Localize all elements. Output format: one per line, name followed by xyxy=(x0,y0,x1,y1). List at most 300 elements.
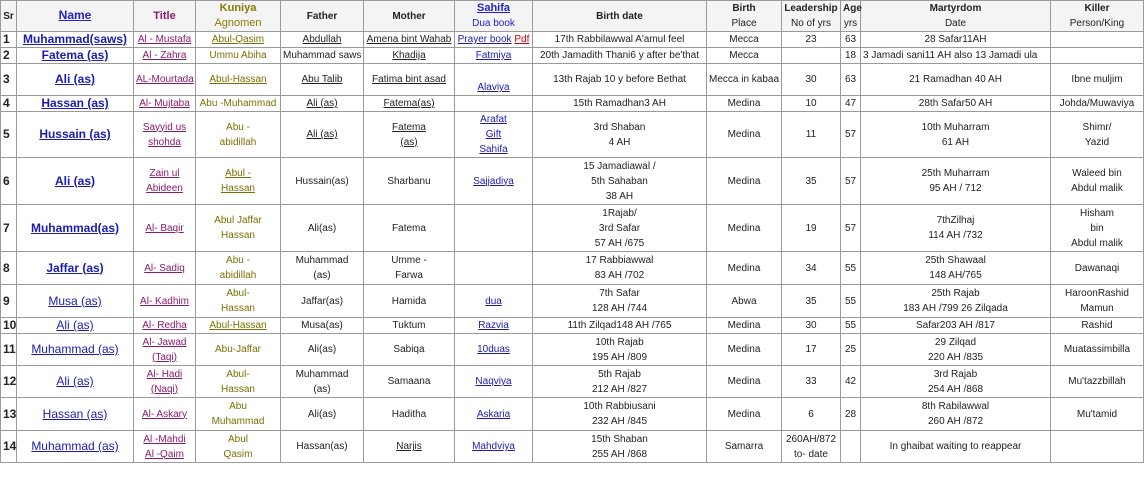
col-sahifa[interactable]: Sahifa Dua book xyxy=(455,1,533,32)
leadership-cell-text: 35 xyxy=(805,175,817,187)
mother-cell xyxy=(364,334,455,366)
title-cell[interactable] xyxy=(134,205,196,252)
sahifa-link-text[interactable]: Prayer book xyxy=(457,34,512,45)
martyrdom-cell-text: 220 AH /835 xyxy=(927,351,984,363)
kuniya-cell-text[interactable]: Abul-Qasim xyxy=(211,34,265,45)
birth-date-cell-text: 20th Jamadith Thani6 y after be'that xyxy=(539,50,700,61)
name-link[interactable] xyxy=(17,431,134,463)
martyrdom-cell-text: 61 AH xyxy=(941,136,970,148)
age-cell-text: 55 xyxy=(844,262,857,274)
martyrdom-cell xyxy=(861,366,1051,398)
age-cell-text: 28 xyxy=(844,408,857,420)
mother-cell xyxy=(364,158,455,205)
killer-cell xyxy=(1051,366,1144,398)
kuniya-cell-text[interactable]: Abul - xyxy=(224,168,252,179)
killer-cell-text: bin xyxy=(1090,222,1104,234)
table-row xyxy=(1,398,1144,431)
table-row xyxy=(1,431,1144,463)
mother-cell xyxy=(364,366,455,398)
name-link[interactable] xyxy=(17,112,134,158)
title-cell[interactable] xyxy=(134,48,196,64)
title-cell[interactable] xyxy=(134,398,196,431)
killer-cell-text: Waleed bin xyxy=(1072,168,1122,179)
leadership-cell-text: 34 xyxy=(805,262,817,274)
mother-cell-text[interactable]: Narjis xyxy=(396,441,422,452)
title-cell[interactable] xyxy=(134,158,196,205)
title-cell[interactable] xyxy=(134,334,196,366)
birth-date-cell xyxy=(533,285,707,318)
sr-cell xyxy=(1,158,17,205)
leadership-cell-text: to- date xyxy=(794,448,828,460)
mother-cell-text[interactable]: Amena bint Wahab xyxy=(366,34,452,45)
sahifa-link[interactable] xyxy=(455,32,533,48)
mother-cell[interactable] xyxy=(364,431,455,463)
kuniya-cell-text: Abul- xyxy=(226,368,250,380)
martyrdom-cell xyxy=(861,398,1051,431)
age-cell xyxy=(841,112,861,158)
kuniya-cell xyxy=(196,398,281,431)
kuniya-cell-text: Abul- xyxy=(226,288,250,299)
birth-place-cell-text: Mecca xyxy=(729,50,759,61)
pdf-link[interactable]: Pdf xyxy=(514,34,530,45)
name-link-text[interactable]: Ali (as) xyxy=(56,318,94,332)
killer-cell xyxy=(1051,64,1144,96)
sahifa-link[interactable] xyxy=(455,48,533,64)
sahifa-link-text[interactable]: Gift xyxy=(485,129,502,140)
father-cell-text: Ali(as) xyxy=(307,222,337,234)
father-cell-text: (as) xyxy=(313,270,331,281)
header-row xyxy=(1,1,1144,32)
title-cell-text[interactable]: (Naqi) xyxy=(150,383,179,395)
martyrdom-cell-text: 25th Rajab xyxy=(931,288,980,299)
father-cell-text[interactable]: Abu Talib xyxy=(301,74,343,85)
sahifa-link-text[interactable]: Alaviya xyxy=(477,82,510,93)
sahifa-link[interactable] xyxy=(455,112,533,158)
title-cell-text[interactable]: Al -Mahdi xyxy=(143,433,186,445)
father-cell-text: Ali(as) xyxy=(307,344,337,355)
martyrdom-cell-text: 95 AH / 712 xyxy=(929,183,982,194)
name-link-text[interactable]: Hassan (as) xyxy=(42,406,108,421)
sr-cell xyxy=(1,252,17,285)
birth-place-cell xyxy=(707,334,782,366)
sr-cell-text: 5 xyxy=(3,127,10,141)
sr-cell xyxy=(1,112,17,158)
name-link-text[interactable]: Hussain (as) xyxy=(39,127,111,141)
birth-place-cell xyxy=(707,431,782,463)
table-row xyxy=(1,48,1144,64)
title-cell-text[interactable]: Al- Mujtaba xyxy=(139,98,190,109)
birth-place-cell xyxy=(707,318,782,334)
mother-cell[interactable] xyxy=(364,64,455,96)
kuniya-cell[interactable] xyxy=(196,32,281,48)
name-link-text[interactable]: Ali (as) xyxy=(54,72,95,86)
mother-cell[interactable] xyxy=(364,96,455,112)
birth-place-cell xyxy=(707,64,782,96)
title-cell[interactable] xyxy=(134,431,196,463)
sahifa-link-text[interactable]: Mahdviya xyxy=(472,441,515,452)
father-cell xyxy=(281,366,364,398)
martyrdom-cell-text: 7thZilhaj xyxy=(936,215,975,226)
name-link[interactable] xyxy=(17,285,134,318)
sr-cell-text: 11 xyxy=(3,342,16,356)
killer-cell-text: Muatassimbilla xyxy=(1063,344,1131,355)
title-cell-text[interactable]: Al- Kadhim xyxy=(140,295,189,307)
killer-cell xyxy=(1051,318,1144,334)
sahifa-link[interactable] xyxy=(455,158,533,205)
sahifa-link-text[interactable]: Razvia xyxy=(478,320,509,331)
father-cell xyxy=(281,398,364,431)
kuniya-cell-text[interactable]: Abul-Hassan xyxy=(209,74,267,85)
martyrdom-cell xyxy=(861,205,1051,252)
mother-cell xyxy=(364,285,455,318)
kuniya-cell-text: Abul xyxy=(227,433,248,445)
title-cell[interactable] xyxy=(134,112,196,158)
father-cell-text: Ali(as) xyxy=(307,408,337,420)
martyrdom-cell xyxy=(861,252,1051,285)
sr-cell-text: 14 xyxy=(3,439,17,453)
leadership-cell-text: 19 xyxy=(805,222,817,234)
name-link[interactable] xyxy=(17,158,134,205)
father-cell[interactable] xyxy=(281,112,364,158)
birth-date-cell-text: 11th Zilqad148 AH /765 xyxy=(567,320,672,331)
sahifa-link[interactable] xyxy=(455,398,533,431)
mother-cell-text[interactable]: (as) xyxy=(400,136,418,148)
leadership-cell xyxy=(782,318,841,334)
birth-place-cell xyxy=(707,252,782,285)
title-cell-text[interactable]: AL-Mourtada xyxy=(136,74,194,85)
title-cell-text[interactable]: Al- Sadiq xyxy=(144,262,185,274)
title-cell[interactable] xyxy=(134,285,196,318)
age-cell-text: 55 xyxy=(844,295,857,307)
birth-date-cell xyxy=(533,48,707,64)
martyrdom-cell-text: 3 Jamadi sani11 AH also 13 Jamadi ula xyxy=(863,50,1038,61)
col-martyrdom: Martyrdom Date xyxy=(861,1,1051,32)
name-link[interactable] xyxy=(17,205,134,252)
martyrdom-cell xyxy=(861,158,1051,205)
age-cell xyxy=(841,285,861,318)
sr-cell-text: 13 xyxy=(3,406,17,421)
title-cell-text[interactable]: Sayyid us xyxy=(142,121,187,133)
title-cell-text[interactable]: Al- Baqir xyxy=(145,222,184,234)
father-cell-text: (as) xyxy=(313,383,331,395)
father-cell[interactable] xyxy=(281,96,364,112)
father-cell-text: Jaffar(as) xyxy=(300,295,344,307)
name-link-text[interactable]: Ali (as) xyxy=(54,173,95,188)
killer-cell xyxy=(1051,96,1144,112)
name-link-text[interactable]: Muhammad (as) xyxy=(31,439,119,453)
sr-cell xyxy=(1,64,17,96)
title-cell[interactable] xyxy=(134,318,196,334)
father-cell-text[interactable]: Abdullah xyxy=(302,34,342,45)
leadership-cell xyxy=(782,398,841,431)
birth-date-cell-text: 7th Safar xyxy=(599,288,640,299)
kuniya-cell xyxy=(196,112,281,158)
col-birth-date: Birth date xyxy=(533,1,707,32)
kuniya-cell xyxy=(196,431,281,463)
col-father: Father xyxy=(281,1,364,32)
birth-date-cell-text: 232 AH /845 xyxy=(591,416,648,427)
father-cell xyxy=(281,158,364,205)
title-cell-text[interactable]: Al- Jawad xyxy=(142,336,187,348)
leadership-cell xyxy=(782,334,841,366)
kuniya-cell-text: Hassan xyxy=(221,303,255,314)
sr-cell-text: 12 xyxy=(3,374,17,388)
birth-date-cell-text: 17 Rabbiawwal xyxy=(585,255,654,266)
father-cell-text[interactable]: Ali (as) xyxy=(306,98,338,109)
sahifa-link xyxy=(455,252,533,285)
title-cell-text[interactable]: Al - Zahra xyxy=(142,50,187,61)
sahifa-link-text[interactable]: Askaria xyxy=(476,408,511,420)
title-cell-text[interactable]: Al -Qaim xyxy=(145,448,184,460)
martyrdom-cell-text: 25th Shawaal xyxy=(925,255,986,266)
sahifa-link[interactable] xyxy=(455,318,533,334)
sahifa-link xyxy=(455,96,533,112)
name-link[interactable] xyxy=(17,398,134,431)
sahifa-link[interactable] xyxy=(455,285,533,318)
sahifa-link-text[interactable]: 10duas xyxy=(477,344,510,355)
sahifa-link[interactable] xyxy=(455,64,533,96)
sr-cell-text: 2 xyxy=(3,48,10,62)
father-cell[interactable] xyxy=(281,32,364,48)
sahifa-link[interactable] xyxy=(455,366,533,398)
title-cell-text[interactable]: Al- Redha xyxy=(142,320,187,331)
father-cell xyxy=(281,334,364,366)
leadership-cell-text: 10 xyxy=(805,98,817,109)
mother-cell-text[interactable]: Fatema(as) xyxy=(383,98,435,109)
killer-cell-text: Abdul malik xyxy=(1071,183,1123,194)
mother-cell-text: Haditha xyxy=(391,408,427,420)
name-link[interactable] xyxy=(17,366,134,398)
birth-place-cell-text: Abwa xyxy=(731,295,757,307)
leadership-cell xyxy=(782,48,841,64)
name-link[interactable] xyxy=(17,318,134,334)
title-cell[interactable] xyxy=(134,96,196,112)
birth-date-cell-text: 5th Sahaban xyxy=(591,175,648,187)
martyrdom-cell-text: 29 Zilqad xyxy=(934,336,977,348)
kuniya-cell xyxy=(196,334,281,366)
name-link-text[interactable]: Musa (as) xyxy=(48,293,102,308)
sahifa-link-text[interactable]: Naqviya xyxy=(475,376,512,387)
sr-cell-text: 9 xyxy=(3,293,10,308)
birth-place-cell xyxy=(707,398,782,431)
name-link-text[interactable]: Ali (as) xyxy=(56,374,94,388)
leadership-cell-text: 35 xyxy=(805,295,817,307)
table-row xyxy=(1,252,1144,285)
leadership-cell xyxy=(782,205,841,252)
kuniya-cell-text: Ummu Abiha xyxy=(209,50,267,61)
martyrdom-cell xyxy=(861,285,1051,318)
kuniya-cell-text[interactable]: Abul-Hassan xyxy=(209,320,267,331)
table-row xyxy=(1,112,1144,158)
name-link[interactable] xyxy=(17,252,134,285)
kuniya-cell-text: Qasim xyxy=(223,448,253,460)
age-cell xyxy=(841,431,861,463)
mother-cell xyxy=(364,205,455,252)
birth-date-cell-text: 255 AH /868 xyxy=(591,448,648,460)
martyrdom-cell-text: 3rd Rajab xyxy=(933,368,978,380)
mother-cell[interactable] xyxy=(364,112,455,158)
kuniya-cell-text: Abu-Jaffar xyxy=(215,344,261,355)
title-cell-text[interactable]: Al- Hadi xyxy=(146,368,183,380)
title-cell[interactable] xyxy=(134,64,196,96)
name-link-text[interactable]: Jaffar (as) xyxy=(46,260,104,275)
name-link-text[interactable]: Fatema (as) xyxy=(41,48,109,62)
martyrdom-cell-text: 183 AH /799 26 Zilqada xyxy=(903,303,1008,314)
name-link-text[interactable]: Muhammad(as) xyxy=(30,220,119,235)
birth-place-cell xyxy=(707,96,782,112)
martyrdom-cell xyxy=(861,318,1051,334)
sahifa-link-text[interactable]: Sahifa xyxy=(479,144,508,155)
birth-date-cell xyxy=(533,96,707,112)
title-cell[interactable] xyxy=(134,252,196,285)
age-cell xyxy=(841,252,861,285)
age-cell xyxy=(841,64,861,96)
kuniya-cell[interactable] xyxy=(196,64,281,96)
martyrdom-cell-text: In ghaibat waiting to reappear xyxy=(889,441,1022,452)
birth-date-cell xyxy=(533,398,707,431)
leadership-cell-text: 33 xyxy=(805,376,817,387)
sr-cell xyxy=(1,398,17,431)
mother-cell[interactable] xyxy=(364,48,455,64)
name-link[interactable] xyxy=(17,32,134,48)
father-cell xyxy=(281,252,364,285)
birth-date-cell xyxy=(533,112,707,158)
name-link[interactable] xyxy=(17,64,134,96)
title-cell-text[interactable]: Zain ul xyxy=(149,168,180,179)
sr-cell-text: 7 xyxy=(3,220,10,235)
age-cell xyxy=(841,158,861,205)
table-row xyxy=(1,318,1144,334)
name-link[interactable] xyxy=(17,96,134,112)
mother-cell[interactable] xyxy=(364,32,455,48)
birth-place-cell xyxy=(707,32,782,48)
father-cell xyxy=(281,205,364,252)
father-cell-text[interactable]: Ali (as) xyxy=(306,129,338,140)
title-cell[interactable] xyxy=(134,366,196,398)
sahifa-link-text[interactable]: Sajjadiya xyxy=(473,175,514,187)
birth-date-cell xyxy=(533,64,707,96)
killer-cell-text: Mu'tazzbillah xyxy=(1068,376,1126,387)
killer-cell-text: Ibne muljim xyxy=(1071,74,1123,85)
martyrdom-cell xyxy=(861,334,1051,366)
age-cell xyxy=(841,205,861,252)
leadership-cell xyxy=(782,158,841,205)
mother-cell xyxy=(364,318,455,334)
kuniya-cell xyxy=(196,48,281,64)
sahifa-link-text[interactable]: Arafat xyxy=(480,114,507,125)
birth-date-cell-text: 195 AH /809 xyxy=(591,351,648,363)
mother-cell-text[interactable]: Khadija xyxy=(392,50,426,61)
title-cell-text[interactable]: shohda xyxy=(148,136,181,148)
killer-cell xyxy=(1051,398,1144,431)
sahifa-link-text[interactable]: Fatmiya xyxy=(475,50,512,61)
birth-date-cell-text: 212 AH /827 xyxy=(591,383,648,395)
kuniya-cell xyxy=(196,366,281,398)
sr-cell xyxy=(1,318,17,334)
title-cell-text[interactable]: Al - Mustafa xyxy=(137,34,192,45)
col-killer: Killer Person/King xyxy=(1051,1,1144,32)
title-cell-text[interactable]: (Taqi) xyxy=(151,351,177,363)
sr-cell-text: 8 xyxy=(3,260,10,275)
killer-cell-text: Shimr/ xyxy=(1082,121,1112,133)
mother-cell-text[interactable]: Fatima bint asad xyxy=(372,74,446,85)
sr-cell-text: 3 xyxy=(3,72,10,86)
birth-date-cell-text: 5th Rajab xyxy=(598,368,641,380)
leadership-cell-text: 30 xyxy=(805,320,817,331)
sr-cell-text: 1 xyxy=(3,32,10,46)
kuniya-cell[interactable] xyxy=(196,158,281,205)
kuniya-cell xyxy=(196,96,281,112)
killer-cell xyxy=(1051,112,1144,158)
martyrdom-cell xyxy=(861,431,1051,463)
birth-place-cell-text: Medina xyxy=(727,175,761,187)
father-cell[interactable] xyxy=(281,64,364,96)
killer-cell xyxy=(1051,334,1144,366)
birth-date-cell xyxy=(533,431,707,463)
sahifa-link[interactable] xyxy=(455,334,533,366)
title-cell[interactable] xyxy=(134,32,196,48)
name-link[interactable] xyxy=(17,334,134,366)
birth-date-cell-text: 10th Rajab xyxy=(595,336,644,348)
table-row xyxy=(1,366,1144,398)
martyrdom-cell-text: 8th Rabilawwal xyxy=(921,401,990,412)
birth-place-cell xyxy=(707,158,782,205)
leadership-cell xyxy=(782,252,841,285)
birth-place-cell-text: Medina xyxy=(727,222,761,234)
kuniya-cell-text: Abu - xyxy=(226,121,250,133)
leadership-cell xyxy=(782,64,841,96)
name-link[interactable] xyxy=(17,48,134,64)
sr-cell xyxy=(1,334,17,366)
birth-date-cell-text: 15th Ramadhan3 AH xyxy=(573,98,666,109)
name-link-text[interactable]: Hassan (as) xyxy=(41,96,109,110)
age-cell-text: 25 xyxy=(844,344,857,355)
kuniya-cell-text: Abu xyxy=(229,401,247,412)
birth-place-cell-text: Medina xyxy=(727,344,761,355)
sahifa-link-text[interactable]: dua xyxy=(485,295,502,307)
birth-date-cell xyxy=(533,318,707,334)
mother-cell-text: Sharbanu xyxy=(387,175,431,187)
kuniya-cell[interactable] xyxy=(196,318,281,334)
name-link-text[interactable]: Muhammad (as) xyxy=(31,342,119,356)
martyrdom-cell-text: 10th Muharram xyxy=(921,121,990,133)
birth-place-cell xyxy=(707,112,782,158)
mother-cell-text: Umme - xyxy=(391,255,427,266)
table-row xyxy=(1,334,1144,366)
title-cell-text[interactable]: Abideen xyxy=(146,183,183,194)
col-kuniya: Kuniya Agnomen xyxy=(196,1,281,32)
martyrdom-cell-text: 254 AH /868 xyxy=(927,383,984,395)
martyrdom-cell xyxy=(861,112,1051,158)
col-birth-place: Birth Place xyxy=(707,1,782,32)
killer-cell-text: HaroonRashid xyxy=(1065,288,1129,299)
mother-cell-text[interactable]: Fatema xyxy=(392,121,426,133)
father-cell xyxy=(281,318,364,334)
col-name[interactable]: Name xyxy=(17,1,134,32)
killer-cell-text: Johda/Muwaviya xyxy=(1059,98,1135,109)
martyrdom-cell xyxy=(861,64,1051,96)
title-cell-text[interactable]: Al- Askary xyxy=(141,408,187,420)
mother-cell-text: Tuktum xyxy=(392,320,426,331)
sahifa-link[interactable] xyxy=(455,431,533,463)
father-cell-text: Hassan(as) xyxy=(296,441,348,452)
kuniya-cell-text: abidillah xyxy=(219,270,257,281)
killer-cell-text: Hisham xyxy=(1080,207,1114,219)
kuniya-cell-text[interactable]: Hassan xyxy=(221,183,255,194)
killer-cell-text: Yazid xyxy=(1084,136,1110,148)
name-link-text[interactable]: Muhammad(saws) xyxy=(22,32,128,46)
killer-cell xyxy=(1051,431,1144,463)
